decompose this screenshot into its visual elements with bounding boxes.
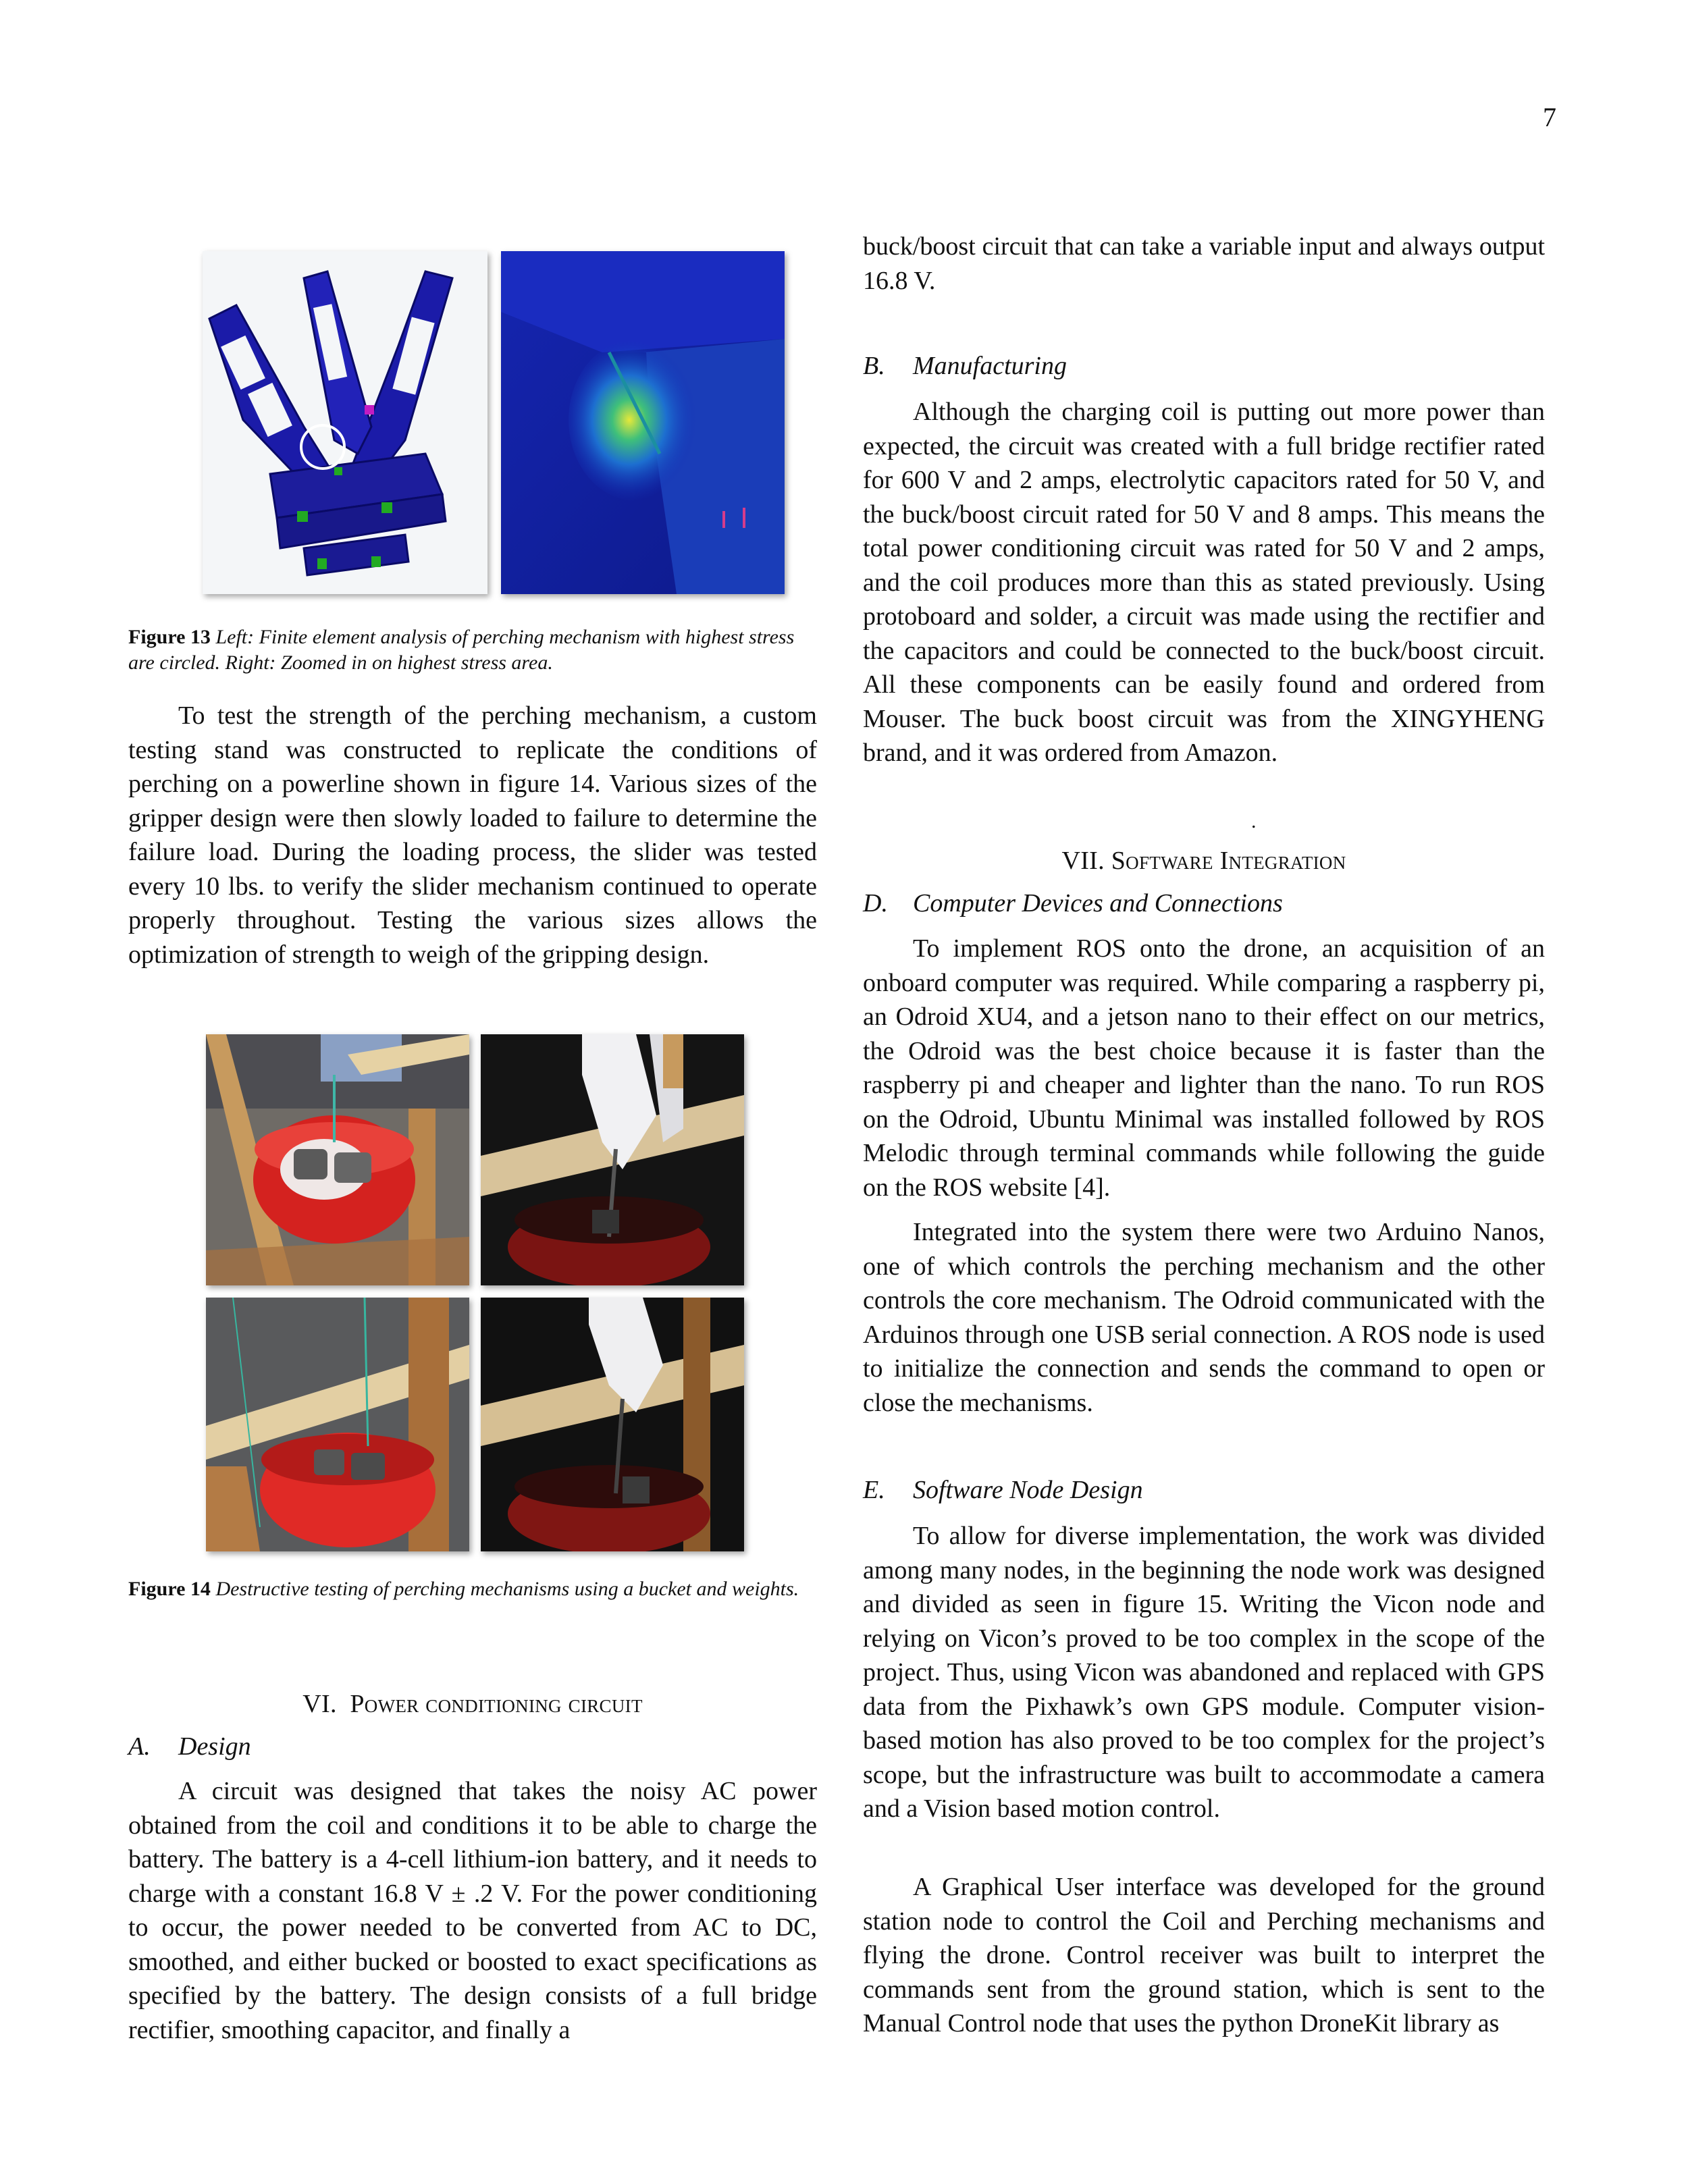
figure-14-caption	[128, 1576, 817, 1602]
fea-zoomed-stress-image	[501, 251, 785, 594]
node-design-paragraph-2: A Graphical User interface was developed for the ground station node to control the Coil and Perching mechanisms and flying the drone. Control receiver was built to interpret the commands sent from the ground station, which is sent to the Manual Control node that uses the python DroneKit library as	[863, 1873, 1545, 2037]
fea-model-drawing	[203, 251, 487, 594]
photo-1-drawing	[206, 1034, 469, 1285]
node-design-paragraph-1: To allow for diverse implementation, the work was divided among many nodes, in the beginning the node work was designed and divided as seen in figure 15. Writing the Vicon node and relying on Vicon’s proved to be too complex in the scope of the project. Thus, using Vicon was abandoned and replaced with GPS data from the Pixhawk’s own GPS module. Computer vision-based motion has also proved to be too complex for the project’s scope, but the infrastructure was built to accommodate a camera and a Vision based motion control.	[863, 1522, 1545, 1823]
destructive-test-photo-1	[206, 1034, 469, 1285]
subsection-d-heading	[863, 888, 1545, 918]
subsection-b-title: Manufacturing	[913, 352, 1067, 380]
fea-zoom-drawing	[501, 251, 785, 594]
figure-14-label: Figure 14	[128, 1578, 211, 1600]
figure-13-label: Figure 13	[128, 626, 211, 648]
stray-dot: .	[1251, 810, 1257, 832]
figure-13-caption	[128, 624, 817, 676]
destructive-test-photo-2	[481, 1034, 744, 1285]
photo-2-drawing	[481, 1034, 744, 1285]
subsection-e-heading	[863, 1475, 1545, 1505]
subsection-b-letter: B.	[863, 352, 885, 380]
photo-3-drawing	[206, 1298, 469, 1551]
perching-test-paragraph: To test the strength of the perching mechanism, a custom testing stand was constructed to replicate the conditions of perching on a powerline shown in figure 14. Various sizes of the gripper design were then slowly loaded to failure to determine the failure load. During the loading process, the slider was tested every 10 lbs. to verify the slider mechanism continued to operate properly throughout. Testing the various sizes allows the optimization of strength to weigh of the gripping design.	[128, 701, 817, 969]
manufacturing-paragraph: Although the charging coil is putting out more power than expected, the circuit was created with a full bridge rectifier rated for 600 V and 2 amps, electrolytic capacitors rated for 50 V, and the buck/boost circuit rated for 50 V and 8 amps. This means the total power conditioning circuit was rated for 50 V and 2 amps, and the coil produces more than this as stated previously. Using protoboard and solder, a circuit was made using the rectifier and the capacitors and could be connected to the buck/boost circuit. All these components can be easily found and ordered from Mouser. The buck boost circuit was from the XINGYHENG brand, and it was ordered from Amazon.	[863, 398, 1545, 767]
buck-boost-continuation: buck/boost circuit that can take a variable input and always output 16.8 V.	[863, 232, 1545, 295]
computer-devices-paragraph-2: Integrated into the system there were two Arduino Nanos, one of which controls the perching mechanism and the other controls the core mechanism. The Odroid communicated with the Arduinos through one USB serial connection. A ROS node is used to initialize the connection and sends the command to open or close the mechanisms.	[863, 1218, 1545, 1417]
subsection-e-title: Software Node Design	[913, 1476, 1143, 1504]
subsection-d-letter: D.	[863, 889, 888, 917]
figure-14-caption-text: Destructive testing of perching mechanisms using a bucket and weights.	[210, 1578, 799, 1600]
section-7-title: Software Integration	[1111, 847, 1346, 875]
photo-4-drawing	[481, 1298, 744, 1551]
page-number: 7	[1543, 102, 1556, 132]
section-6-title: Power conditioning circuit	[350, 1690, 643, 1718]
subsection-a-title: Design	[178, 1732, 251, 1761]
fea-perching-mechanism-image	[203, 251, 487, 594]
section-6-numeral: VI.	[302, 1690, 337, 1718]
design-paragraph: A circuit was designed that takes the noisy AC power obtained from the coil and conditions it to be able to charge the battery. The battery is a 4-cell lithium-ion battery, and it needs to charge with a constant 16.8 V ± .2 V. For the power conditioning to occur, the power needed to be converted from AC to DC, smoothed, and either bucked or boosted to exact specifications as specified by the battery. The design consists of a full bridge rectifier, smoothing capacitor, and finally a	[128, 1777, 817, 2044]
subsection-d-title: Computer Devices and Connections	[913, 889, 1283, 917]
destructive-test-photo-4	[481, 1298, 744, 1551]
section-7-numeral: VII.	[1061, 847, 1105, 875]
section-6-heading	[128, 1689, 817, 1719]
subsection-e-letter: E.	[863, 1476, 885, 1504]
section-7-heading	[863, 846, 1545, 876]
destructive-test-photo-3	[206, 1298, 469, 1551]
figure-13-caption-text: Left: Finite element analysis of perching mechanism with highest stress are circled. Right: Zoomed in on highest stress area.	[128, 626, 795, 674]
subsection-a-heading	[128, 1732, 817, 1761]
subsection-a-letter: A.	[128, 1732, 151, 1761]
computer-devices-paragraph-1: To implement ROS onto the drone, an acquisition of an onboard computer was required. While comparing a raspberry pi, an Odroid XU4, and a jetson nano to their effect on our metrics, the Odroid was the best choice because it is faster than the raspberry pi and cheaper and lighter than the nano. To run ROS on the Odroid, Ubuntu Minimal was installed followed by ROS Melodic through terminal commands while following the guide on the ROS website [4].	[863, 934, 1545, 1202]
subsection-b-heading	[863, 351, 1545, 381]
